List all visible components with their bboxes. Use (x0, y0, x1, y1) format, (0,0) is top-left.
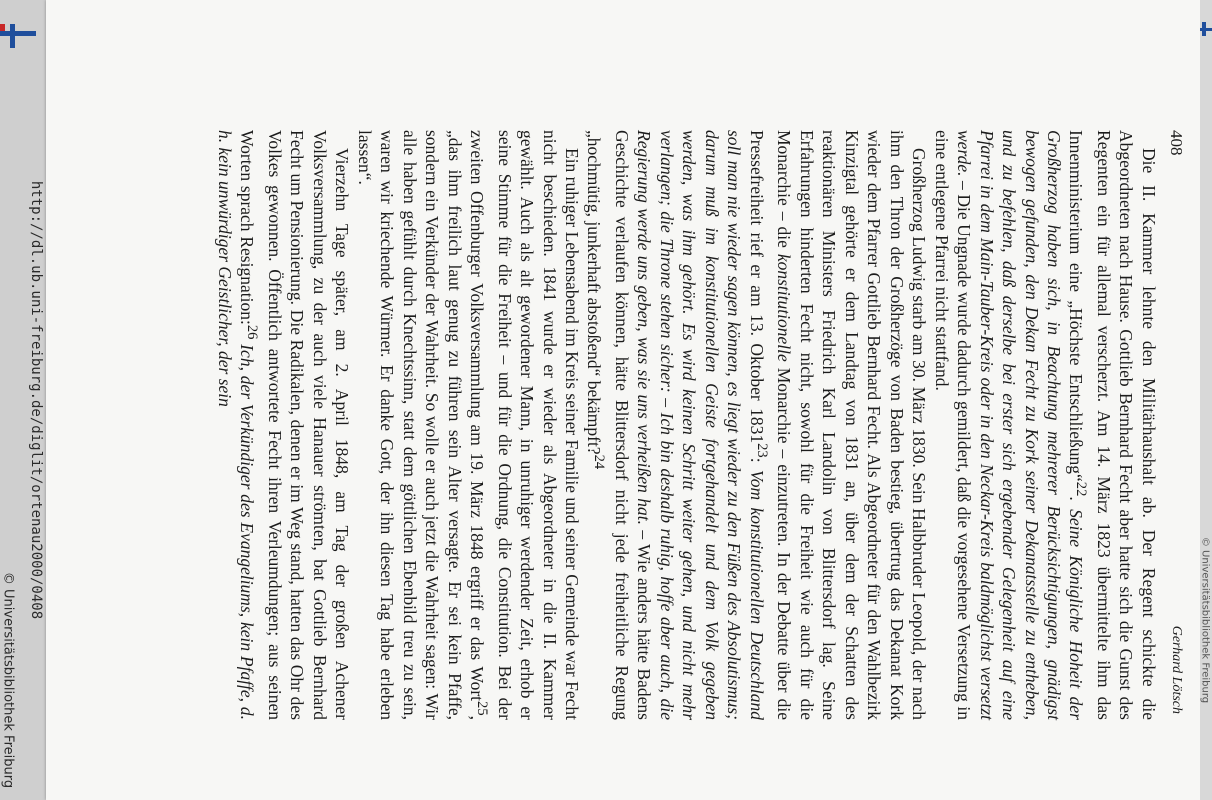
text-run: Monarchie – einzutreten. In der Debatte über die Pressefreiheit rief er am 13. Oktober 1831 (746, 130, 795, 720)
footnote-ref: 23 (753, 443, 770, 458)
quote-italic: Ich, der Verkündiger des Evangeliums, kein Pfaffe, d. h. kein unwürdiger Geistlicher, der sein (214, 130, 258, 720)
body-text (40, 130, 1160, 720)
copyright-notice: © Universitätsbibliothek Freiburg (0, 571, 16, 789)
paragraph-1 (930, 130, 1160, 720)
running-head (1162, 130, 1186, 714)
scan-note: © Universitätsbibliothek Freiburg (1199, 536, 1211, 704)
paragraph-2 (583, 130, 930, 720)
rotated-page-content (46, 0, 1200, 800)
footnote-ref: 25 (474, 701, 491, 716)
quote-italic: Vom konstitutionellen Deutschland soll man nie wieder sagen können, es liegt wieder zu den Füßen des Absolutismus; darum muß im konstitutionellen Geiste fortgehandelt und dem Volk gegeben werden, was ihm gehört. Es wird keinen Schritt weiter gehen, und nicht mehr verlangen; die Throne stehen sicher: – Ich bin deshalb ruhig, hoffe aber auch, die Regierung werde uns geben, was sie uns verheißen hat. (634, 130, 767, 720)
text-run: Vierzehn Tage später, am 2. April 1848, am Tag der großen Achener Volksversammlung, zu der auch viele Hanauer strömten, bat Gottlieb Bernhard Fecht um Pensionierung. Die Radikalen, denen er im Weg stand, hatten das Ohr des Volkes gewonnen. Öffentlich antwortete Fecht ihren Verleumdungen; aus seinen Worten sprach Resignation: (237, 130, 353, 720)
footnote-ref: 26 (244, 324, 261, 340)
paragraph-4 (213, 130, 353, 720)
header-author: Gerhard Lötsch (1169, 625, 1184, 714)
library-logo-icon (0, 0, 36, 60)
paragraph-3 (353, 130, 583, 720)
emphasis: konstitutionelle (774, 253, 795, 362)
text-run: . (1066, 496, 1087, 510)
text-run: , „das ihm freilich laut genug zu führen sein Alter versagte. Er sei kein Pfaffe, sondern ein Verkünder der Wahrheit. So wolle er auch jetzt die Wahrheit sagen: Wir alle haben gefühlt durch Knechtssinn, statt dem göttlichen Ebenbild treu zu sein, waren wir kriechende Würmer. Er danke Gott, der ihn diesen Tag habe erleben lassen“. (354, 130, 488, 720)
text-run: Großherzog Ludwig starb am 30. März 1830. Sein Halbbruder Leopold, der nach ihm den Thron der Großherzöge von Baden bestieg, übertrug das Dekanat Kork wieder dem Pfarrer Gottlieb Bernhard Fecht. Als Abgeordneter für den Wahlbezirk Kinzigtal gehörte er dem Landtag von 1831 an, über dem der Schatten des reaktionären Ministers Friedrich Karl Landolin von Blittersdorf lag. Seine Erfahrungen hinderten Fecht nicht, sowohl für die Freiheit wie auch für die Monarchie – die (774, 130, 930, 720)
footnote-ref: 22 (1073, 481, 1090, 497)
source-url: http://dl.ub.uni-freiburg.de/diglit/ortenau2000/0408 (28, 180, 44, 620)
text-run: – Wie anders hätte Badens Geschichte verlaufen können, hätte Blittersdorf nicht jede freiheitliche Regung „hochmütig, junkerhaft abstoßend“ bekämpft? (584, 130, 655, 720)
text-run: : (746, 457, 767, 470)
footnote-ref: 24 (591, 454, 608, 470)
text-run: – Die Ungnade wurde dadurch gemildert, daß die vorgesehene Versetzung in eine entlegene Pfarrei nicht stattfand. (931, 130, 975, 720)
quote-italic: Seine Königliche Hoheit der Großherzog haben sich, in Beachtung mehrerer Berücksichtigungen, gnädigst bewogen gefunden, den Dekan Fecht zu Kork seiner Dekanatsstelle zu entheben, und zu befehlen, daß derselbe bei erster sich ergebender Gelegenheit auf eine Pfarrei in dem Main-Tauber-Kreis oder in den Neckar-Kreis baldmöglichst versetzt werde. (954, 130, 1087, 720)
text-run: Die II. Kammer lehnte den Militärhaushalt ab. Der Regent schickte die Abgeordneten nach Hause. Gottlieb Bernhard Fecht aber hatte sich die Gunst des Regenten ein für allemal verscherzt. Am 14. März 1823 übermittelte ihm das Innenministerium eine „Höchste Entschließung“ (1066, 130, 1159, 720)
text-run: Ein ruhiger Lebensabend im Kreis seiner Familie und seiner Gemeinde war Fecht nicht beschieden. 1841 wurde er wieder als Abgeordneter in die II. Kammer gewählt. Auch als alt gewordener Mann, in unruhiger werdender Zeit, erhob er seine Stimme für die Freiheit – und für die Ordnung, die Constitution. Bei der zweiten Offenburger Volksversammlung am 19. März 1848 ergriff er das Wort (467, 130, 583, 720)
library-logo-icon-right (1200, 18, 1212, 38)
page-number: 408 (1167, 130, 1186, 156)
